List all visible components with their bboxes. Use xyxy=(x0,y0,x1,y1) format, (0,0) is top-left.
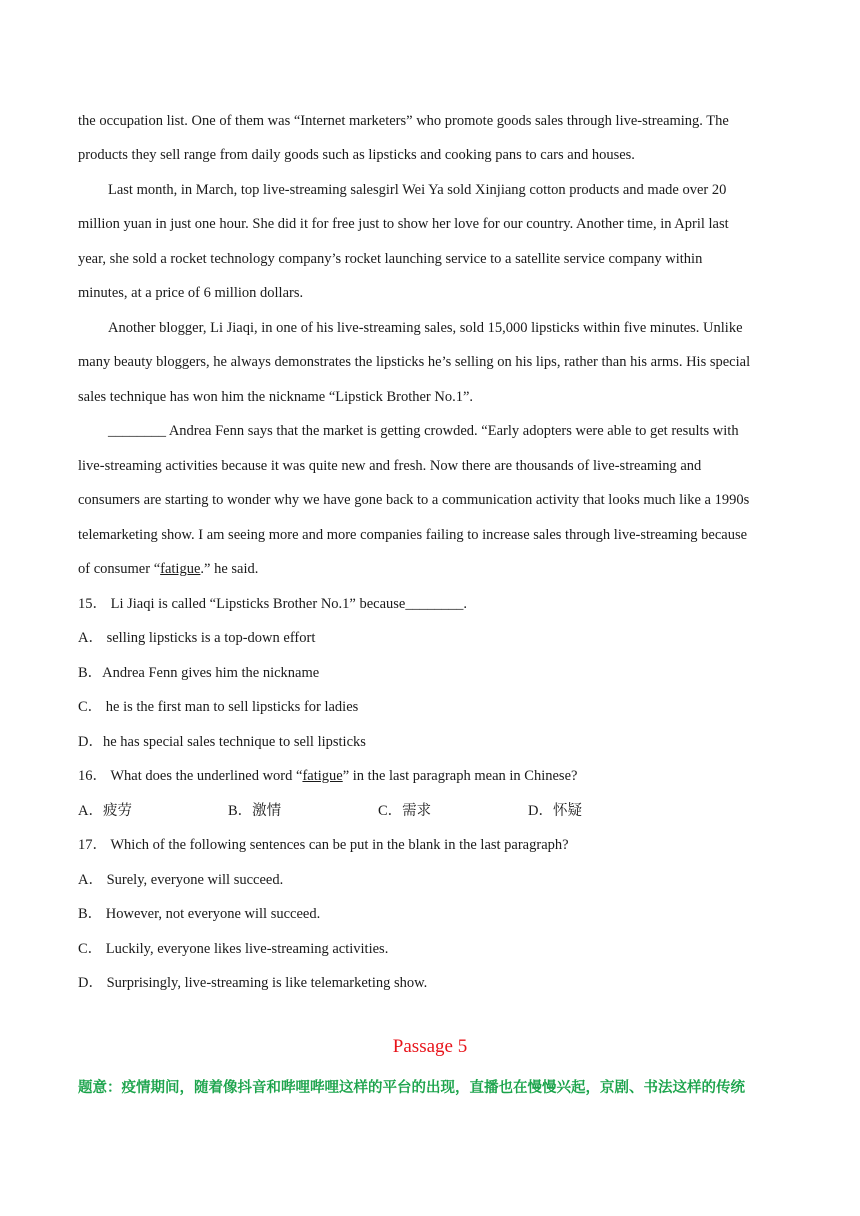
underlined-word: fatigue xyxy=(160,561,201,577)
question-16-option-a: A．疲劳 xyxy=(78,803,132,819)
passage-line: live-streaming activities because it was quite new and fresh. Now there are thousands of live-streaming and xyxy=(78,458,702,474)
passage-summary-note: 题意：疫情期间，随着像抖音和哔哩哔哩这样的平台的出现，直播也在慢慢兴起，京剧、书法这样的传统 xyxy=(78,1080,745,1096)
passage-line: minutes, at a price of 6 million dollars. xyxy=(78,285,304,301)
passage-last-line: of consumer “fatigue.” he said. xyxy=(78,561,259,577)
question-15-stem: 15． Li Jiaqi is called “Lipsticks Brother No.1” because________. xyxy=(78,596,467,612)
passage-line: million yuan in just one hour. She did it for free just to show her love for our country. Another time, in April last xyxy=(78,216,729,232)
passage-line: Another blogger, Li Jiaqi, in one of his live-streaming sales, sold 15,000 lipsticks within five minutes. Unlike xyxy=(108,320,743,336)
question-17-option-d: D． Surprisingly, live-streaming is like telemarketing show. xyxy=(78,975,428,991)
passage-line: sales technique has won him the nickname “Lipstick Brother No.1”. xyxy=(78,389,474,405)
question-15-option-a: A． selling lipsticks is a top-down effort xyxy=(78,630,316,646)
question-17-option-b: B． However, not everyone will succeed. xyxy=(78,906,321,922)
question-16-option-d: D．怀疑 xyxy=(528,803,582,819)
passage-line: year, she sold a rocket technology company’s rocket launching service to a satellite service company within xyxy=(78,251,703,267)
question-16-stem: 16． What does the underlined word “fatigue” in the last paragraph mean in Chinese? xyxy=(78,768,578,784)
passage-line: ________ Andrea Fenn says that the market is getting crowded. “Early adopters were able to get results with xyxy=(108,423,739,439)
question-17-option-c: C． Luckily, everyone likes live-streaming activities. xyxy=(78,941,389,957)
passage-title: Passage 5 xyxy=(392,1036,468,1057)
passage-line: consumers are starting to wonder why we have gone back to a communication activity that looks much like a 1990s xyxy=(78,492,750,508)
passage-line: many beauty bloggers, he always demonstrates the lipsticks he’s selling on his lips, rather than his arms. His special xyxy=(78,354,751,370)
question-17-stem: 17． Which of the following sentences can be put in the blank in the last paragraph? xyxy=(78,837,569,853)
passage-line: telemarketing show. I am seeing more and more companies failing to increase sales through live-streaming because xyxy=(78,527,748,543)
passage-line: products they sell range from daily goods such as lipsticks and cooking pans to cars and houses. xyxy=(78,147,635,163)
question-16-option-b: B．激情 xyxy=(228,803,282,819)
question-17-option-a: A． Surely, everyone will succeed. xyxy=(78,872,284,888)
question-15-option-b: B．Andrea Fenn gives him the nickname xyxy=(78,665,320,681)
question-16-option-c: C．需求 xyxy=(378,803,432,819)
passage-line: the occupation list. One of them was “Internet marketers” who promote goods sales through live-streaming. The xyxy=(78,113,729,129)
underlined-word: fatigue xyxy=(302,768,343,784)
passage-line: Last month, in March, top live-streaming salesgirl Wei Ya sold Xinjiang cotton products and made over 20 xyxy=(108,182,727,198)
question-15-option-c: C． he is the first man to sell lipsticks for ladies xyxy=(78,699,359,715)
question-15-option-d: D．he has special sales technique to sell lipsticks xyxy=(78,734,366,750)
